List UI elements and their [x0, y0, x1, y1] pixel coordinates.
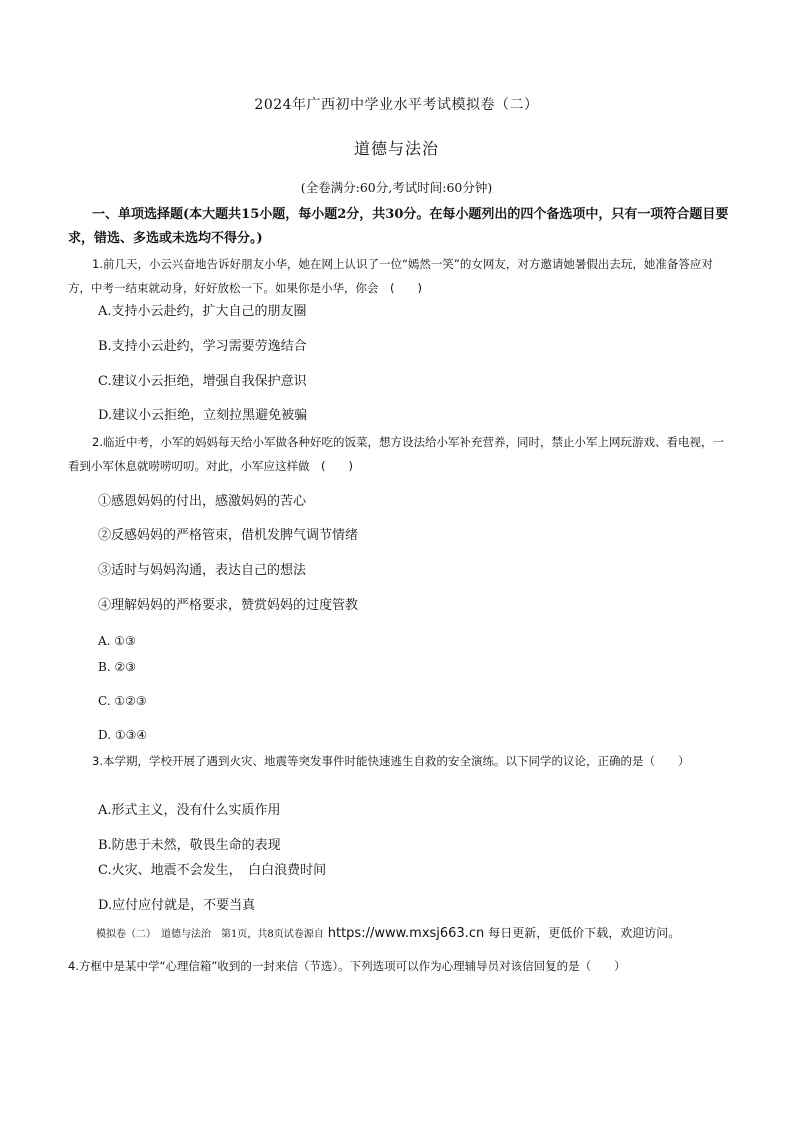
exam-title: 2024年广西初中学业水平考试模拟卷（二） — [254, 97, 539, 113]
page-footer — [96, 924, 680, 944]
footer-tail-text: 每日更新，更低价下载，欢迎访问。 — [488, 926, 681, 940]
question-2-stem: 2.临近中考，小军的妈妈每天给小军做各种好吃的饭菜，想方设法给小军补充营养，同时，禁止小军上网玩游戏、看电视，一看到小军休息就唠唠叨叨。对此，小军应这样做 ( ) — [68, 435, 724, 473]
question-2-item-2: ②反感妈妈的严格管束，借机发脾气调节情绪 — [98, 528, 359, 543]
question-3-option-d: D.应付应付就是，不要当真 — [98, 898, 256, 913]
question-2-item-4: ④理解妈妈的严格要求，赞赏妈妈的过度管教 — [98, 598, 359, 613]
question-4-stem: 4.方框中是某中学“心理信箱”收到的一封来信（节选）。下列选项可以作为心理辅导员对该信回复的是（ ） — [68, 959, 626, 973]
question-2-item-1: ①感恩妈妈的付出，感激妈妈的苦心 — [98, 494, 307, 509]
question-3-option-c: C.火灾、地震不会发生， 白白浪费时间 — [98, 863, 327, 878]
question-2-option-a: A. ①③ — [98, 634, 136, 648]
footer-page-text: 模拟卷（二） 道德与法治 第1页，共8页试卷源自 — [96, 929, 324, 940]
question-1-option-a: A.支持小云赴约，扩大自己的朋友圈 — [98, 304, 307, 319]
question-1-option-b: B.支持小云赴约，学习需要劳逸结合 — [98, 339, 307, 354]
question-3-option-b: B.防患于未然，敬畏生命的表现 — [98, 838, 281, 853]
footer-url-link[interactable]: https://www.mxsj663.cn — [327, 926, 485, 941]
question-1-stem: 1.前几天，小云兴奋地告诉好朋友小华，她在网上认识了一位“嫣然一笑”的女网友，对方邀请她暑假出去玩，她准备答应对方，中考一结束就动身，好好放松一下。如果你是小华，你会 ( ) — [68, 257, 713, 295]
question-1-option-c: C.建议小云拒绝，增强自我保护意识 — [98, 374, 307, 389]
question-3-option-a: A.形式主义，没有什么实质作用 — [98, 803, 281, 818]
question-3-stem: 3.本学期，学校开展了遇到火灾、地震等突发事件时能快速逃生自救的安全演练。以下同学的议论，正确的是（ ） — [92, 754, 690, 768]
section-heading: 一、单项选择题(本大题共15小题，每小题2分，共30分。在每小题列出的四个备选项中，只有一项符合题目要求，错选、多选或未选均不得分。) — [68, 207, 729, 246]
question-2-option-d: D. ①③④ — [98, 728, 148, 742]
question-2-item-3: ③适时与妈妈沟通，表达自己的想法 — [98, 563, 307, 578]
question-2-option-c: C. ①②③ — [98, 694, 147, 708]
subject-title: 道德与法治 — [353, 139, 439, 158]
question-2-option-b: B. ②③ — [98, 660, 136, 674]
exam-info: (全卷满分:60分,考试时间:60分钟) — [300, 180, 493, 195]
question-1-option-d: D.建议小云拒绝，立刻拉黑避免被骗 — [98, 408, 308, 423]
